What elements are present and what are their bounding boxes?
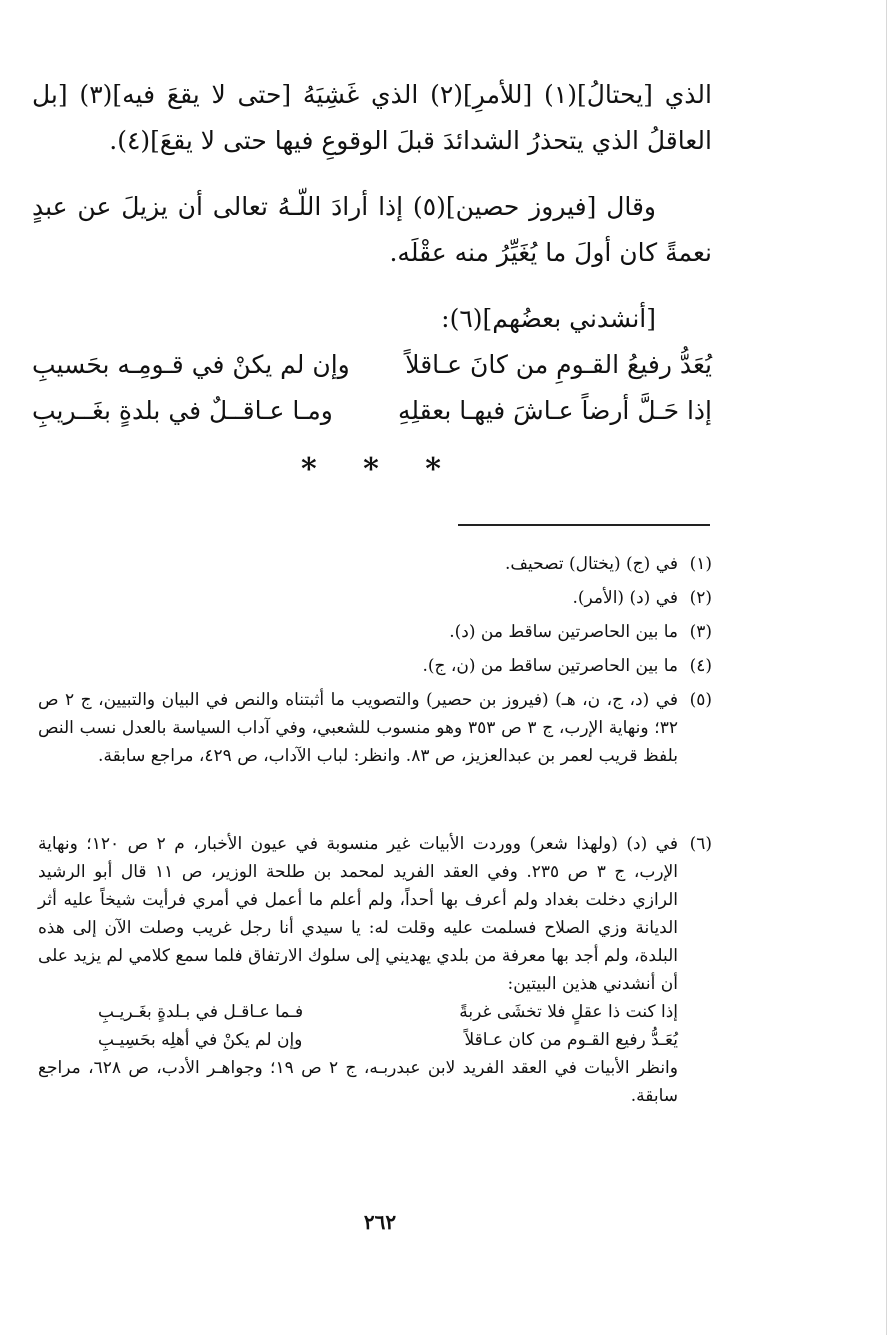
verse-2-second-hemistich: ومـا عـاقــلٌ في بلدةٍ بغَــريبِ [32,396,333,425]
page-number: ٢٦٢ [363,1210,397,1234]
footnote-tail: وانظر الأبيات في العقد الفريد لابن عبدربـه، ج ٢ ص ١٩؛ وجواهـر الأدب، ص ٦٢٨، مراجع سابقة. [38,1058,678,1106]
footnote-number: (٣) [689,622,712,642]
verse-line-1 [32,350,712,394]
verse-line-2 [32,396,712,440]
footnote-1 [38,550,712,578]
verse-1-second-hemistich: وإن لم يكنْ في قـومِـه بحَسيبِ [32,350,350,379]
footnote-verse-1 [38,998,712,1026]
main-text [32,72,712,352]
page-edge-line [886,0,887,1335]
footnote-verse-2-b: وإن لم يكنْ في أهلِه بحَسِيـبِ [98,1030,303,1050]
footnote-text: ما بين الحاصرتين ساقط من (ن، ج). [422,656,678,676]
footnote-4 [38,652,712,680]
footnote-text: ما بين الحاصرتين ساقط من (د). [449,622,678,642]
verse-intro: [أنشدني بعضُهم](٦): [441,304,656,333]
footnote-number: (٢) [689,588,712,608]
footnote-text: في (د، ج، ن، هـ) (فيروز بن حصير) والتصويب ما أثبتناه والنص في البيان والتبيين، ج ٢ ص ٣٢؛ ونهاية الإرب، ج ٣ ص ٣٥٣ وهو منسوب للشعبي، وفي آداب السياسة بالعدل نسب النص بلفظ قريب لعمر بن عبدالعزيز، ص ٨٣. وانظر: لباب الآداب، ص ٤٢٩، مراجع سابقة. [38,690,678,766]
paragraph-1: الذي [يحتالُ](١) [للأمرِ](٢) الذي غَشِيَهُ [حتى لا يقعَ فيه](٣) [بل العاقلُ الذي يتحذرُ الشدائدَ قبلَ الوقوعِ فيها حتى لا يقعَ](٤). [32,80,712,155]
footnote-number: (٥) [689,690,712,710]
paragraph-2: وقال [فيروز حصين](٥) إذا أرادَ اللّـهُ تعالى أن يزيلَ عن عبدٍ نعمةً كان أولَ ما يُغَيِّرُ منه عقْلَه. [32,192,712,267]
footnote-6 [38,830,712,1110]
footnote-5 [38,686,712,770]
footnote-verse-1-b: فـما عـاقـل في بـلدةٍ بغَـريـبِ [98,1002,304,1022]
footnote-rule [458,524,710,526]
footnote-text: في (د) (الأمر). [572,588,678,608]
footnote-verse-1-a: إذا كنت ذا عقلٍ فلا تخشَى غربةً [459,1002,678,1022]
footnote-2 [38,584,712,612]
verse-1-first-hemistich: يُعَدُّ رفيعُ القـومِ من كانَ عـاقلاً [405,350,712,379]
footnote-text: في (د) (ولهذا شعر) ووردت الأبيات غير منسوبة في عيون الأخبار، م ٢ ص ١٢٠؛ ونهاية الإرب، ج ٣ ص ٢٣٥. وفي العقد الفريد لمحمد بن طلحة الوزير، ص ١١ قال أبو الرشيد الرازي دخلت بغداد ولم أعرف بها أحداً، ولم أعلم ما أعمل في أمري فرأيت شيخاً عليه أثر الديانة وزي الصلاح فسلمت عليه وقلت له: يا سيدي أنا رجل غريب وصلت الآن إلى هذه البلدة، ولم أجد بها معرفة من بلدي يهديني إلى سلوك الارتفاق فلما سمع كلامي لم يزيد على أن أنشدني هذين البيتين: [38,834,679,994]
footnote-verse-2-a: يُعَـدُّ رفيع القـوم من كان عـاقلاً [464,1030,678,1050]
footnote-number: (٤) [689,656,712,676]
footnote-text: في (ج) (يختال) تصحيف. [505,554,678,574]
footnote-number: (٦) [689,834,712,854]
verse-2-first-hemistich: إذا حَـلَّ أرضاً عـاشَ فيهـا بعقلِهِ [397,396,712,425]
footnote-number: (١) [689,554,712,574]
footnote-verse-2 [38,1026,712,1054]
footnote-3 [38,618,712,646]
section-separator: * * * [301,452,459,487]
